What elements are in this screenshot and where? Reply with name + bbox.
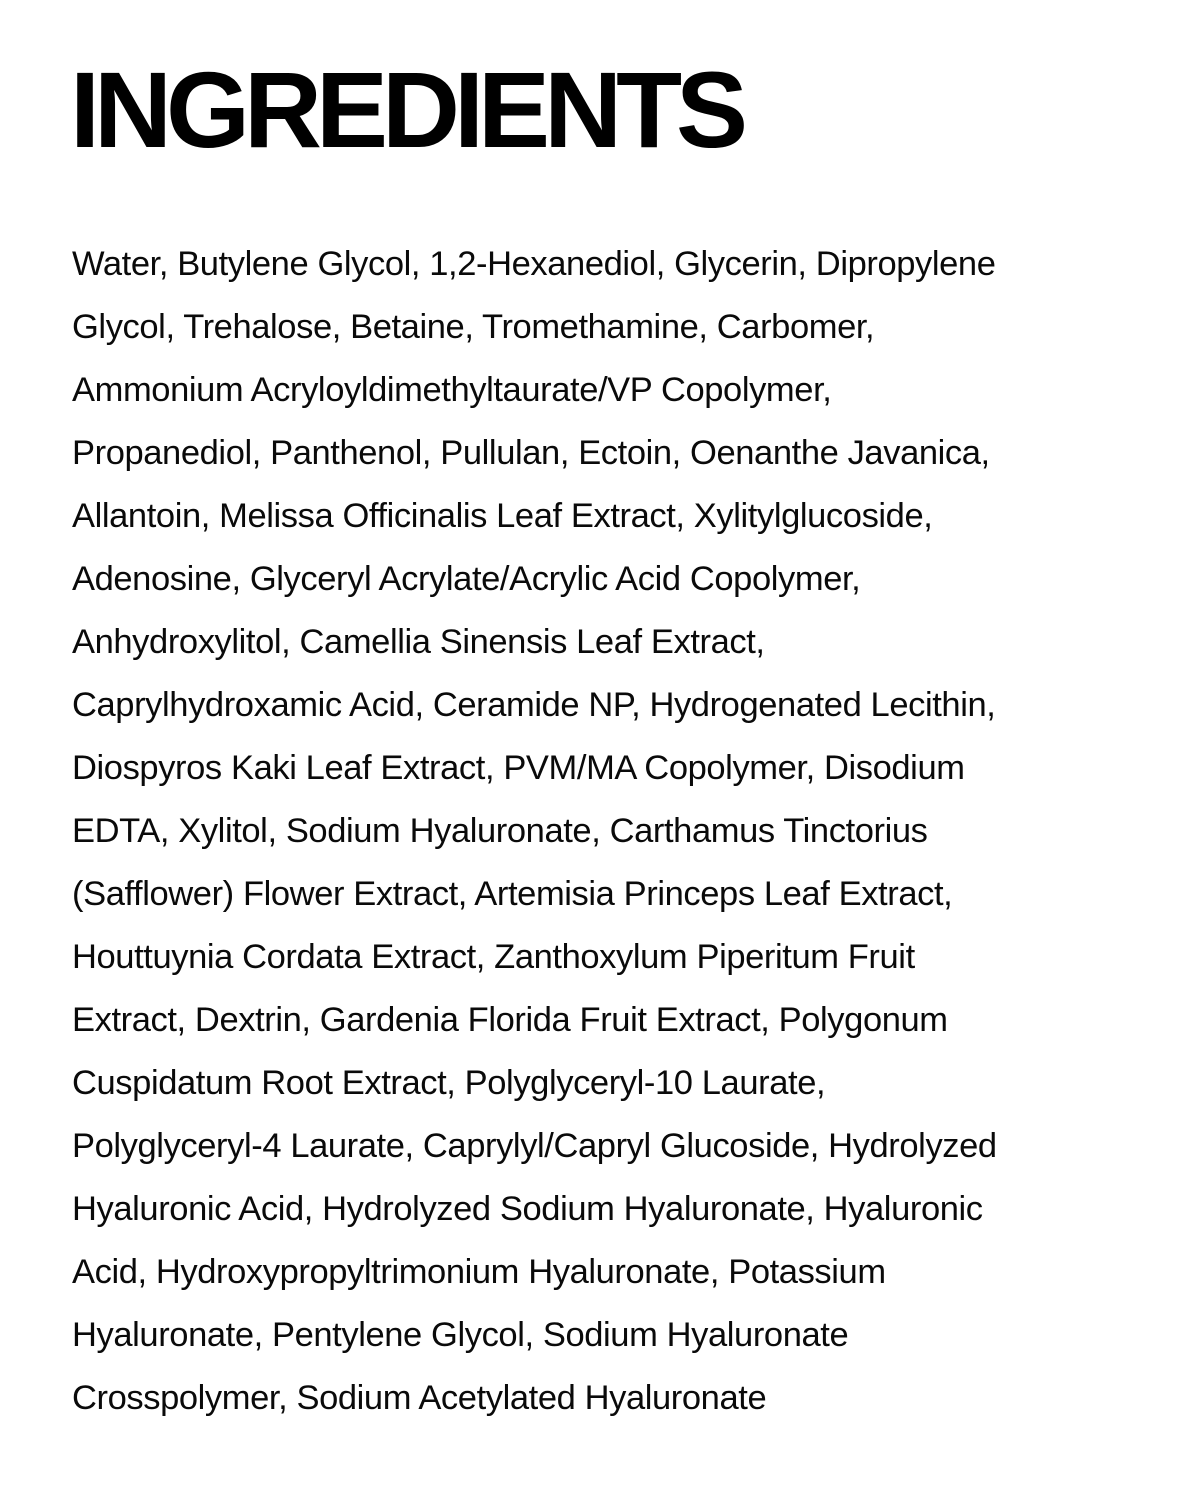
ingredient-list <box>72 233 1162 1430</box>
ingredient-line: EDTA, Xylitol, Sodium Hyaluronate, Carthamus Tinctorius <box>72 812 928 850</box>
ingredient-line: Hyaluronate, Pentylene Glycol, Sodium Hyaluronate <box>72 1316 849 1354</box>
ingredient-line: Houttuynia Cordata Extract, Zanthoxylum Piperitum Fruit <box>72 938 915 976</box>
ingredient-line: Cuspidatum Root Extract, Polyglyceryl-10 Laurate, <box>72 1064 826 1102</box>
ingredient-line: Anhydroxylitol, Camellia Sinensis Leaf Extract, <box>72 623 765 661</box>
page-title: INGREDIENTS <box>70 49 743 170</box>
ingredient-line: Water, Butylene Glycol, 1,2-Hexanediol, Glycerin, Dipropylene <box>72 245 996 283</box>
ingredient-line: Adenosine, Glyceryl Acrylate/Acrylic Acid Copolymer, <box>72 560 861 598</box>
ingredient-line: Glycol, Trehalose, Betaine, Tromethamine, Carbomer, <box>72 308 875 346</box>
ingredient-line: Hyaluronic Acid, Hydrolyzed Sodium Hyaluronate, Hyaluronic <box>72 1190 983 1228</box>
ingredient-line: (Safflower) Flower Extract, Artemisia Princeps Leaf Extract, <box>72 875 953 913</box>
ingredient-line: Ammonium Acryloyldimethyltaurate/VP Copolymer, <box>72 371 832 409</box>
ingredient-line: Allantoin, Melissa Officinalis Leaf Extract, Xylitylglucoside, <box>72 497 933 535</box>
ingredient-line: Diospyros Kaki Leaf Extract, PVM/MA Copolymer, Disodium <box>72 749 965 787</box>
ingredient-line: Acid, Hydroxypropyltrimonium Hyaluronate, Potassium <box>72 1253 886 1291</box>
ingredient-line: Propanediol, Panthenol, Pullulan, Ectoin, Oenanthe Javanica, <box>72 434 990 472</box>
ingredient-line: Crosspolymer, Sodium Acetylated Hyaluronate <box>72 1379 767 1417</box>
ingredient-line: Caprylhydroxamic Acid, Ceramide NP, Hydrogenated Lecithin, <box>72 686 996 724</box>
ingredient-line: Polyglyceryl-4 Laurate, Caprylyl/Capryl Glucoside, Hydrolyzed <box>72 1127 997 1165</box>
ingredient-line: Extract, Dextrin, Gardenia Florida Fruit Extract, Polygonum <box>72 1001 948 1039</box>
